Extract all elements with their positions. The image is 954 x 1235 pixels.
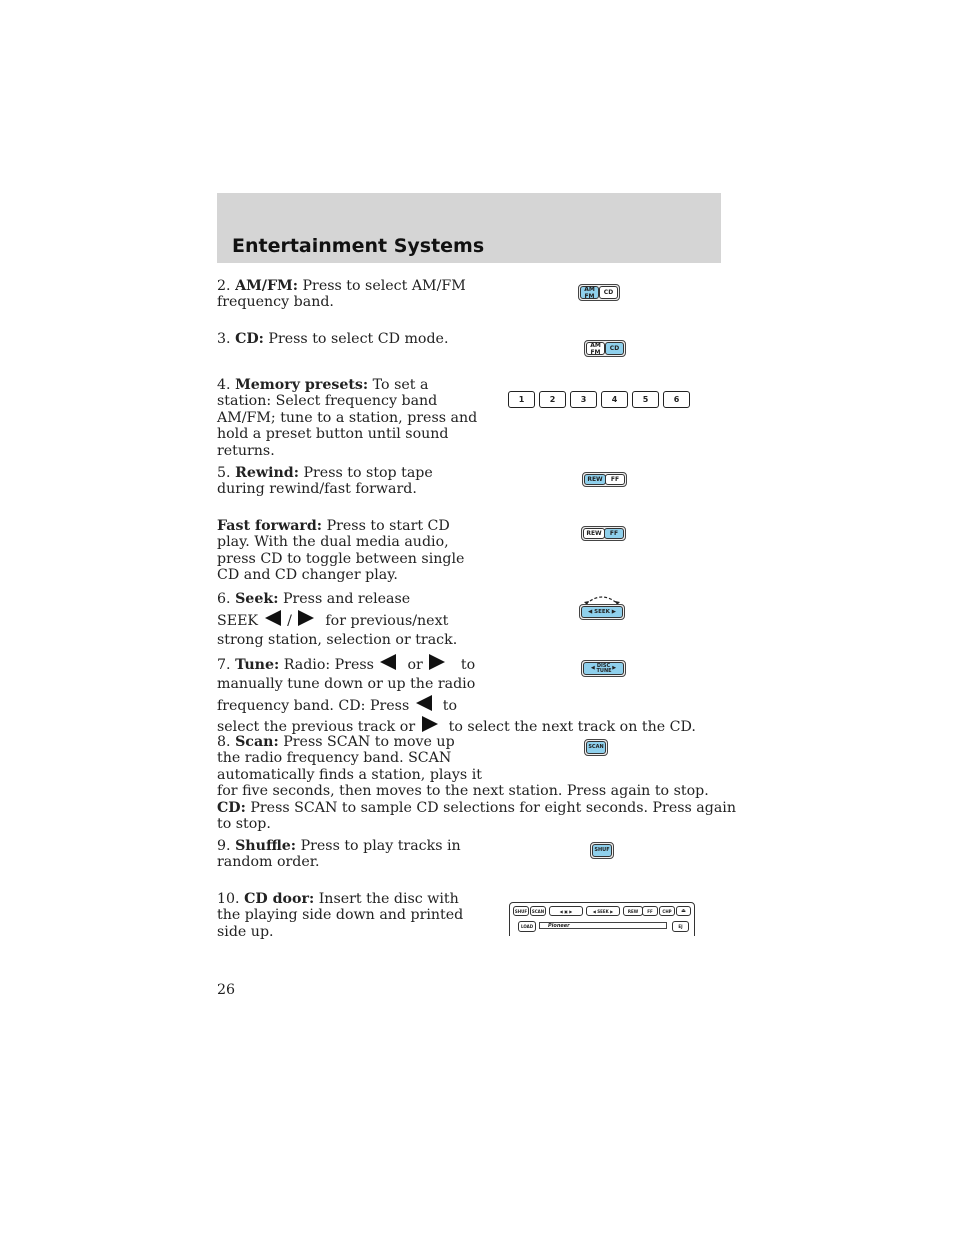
eject-icon: ⏏ (676, 906, 691, 916)
shuf-button-figure (590, 842, 614, 860)
seek-key: ◀ SEEK ▶ (581, 606, 623, 618)
preset-buttons-figure (508, 391, 692, 409)
item-scan-text: 8. Scan: Press SCAN to move up the radio frequency band. SCAN automatically finds a station, plays it for five seconds, then moves to the next station. Press again to stop. CD: Press SCAN to sample CD selections for eight seconds. Press again to stop. (217, 734, 736, 833)
amfm-button-figure (578, 284, 620, 301)
rew-button-figure (582, 472, 628, 488)
ff-key: FF (604, 528, 624, 539)
preset-5-key: 5 (632, 391, 659, 408)
panel-load-key: LOAD (518, 921, 536, 932)
seek-button-figure (578, 593, 626, 623)
scan-key: SCAN (586, 741, 606, 754)
right-arrow-icon (422, 716, 438, 732)
preset-6-key: 6 (663, 391, 690, 408)
ff-button-figure (581, 526, 627, 542)
item-ff-text: Fast forward: Press to start CD play. With the dual media audio, press CD to toggle between single CD and CD changer play. (217, 518, 465, 584)
cd-key: CD (599, 286, 618, 299)
brand-logo: Pioneer (548, 923, 570, 929)
radio-faceplate-figure (509, 902, 695, 936)
preset-1-key: 1 (508, 391, 535, 408)
panel-chp-key: CHP (659, 906, 675, 916)
preset-4-key: 4 (601, 391, 628, 408)
left-arrow-icon (416, 695, 432, 711)
cd-button-figure (584, 340, 626, 357)
right-arrow-icon (298, 610, 314, 626)
cd-slot (539, 922, 667, 929)
item-memory-text: 4. Memory presets: To set a station: Select frequency band AM/FM; tune to a station, press and hold a preset button until sound returns. (217, 377, 478, 459)
panel-ej-key: EJ (672, 921, 689, 932)
item-seek-text: 6. Seek: Press and release SEEK / for previous/next strong station, selection or track. (217, 591, 458, 648)
ff-key: FF (605, 474, 625, 485)
item-rewind-text: 5. Rewind: Press to stop tape during rewind/fast forward. (217, 465, 433, 498)
tune-key: ◀ DISC TUNE ▶ (583, 662, 624, 675)
scan-button-figure (584, 739, 608, 757)
panel-tune-key: ◀ ▣ ▶ (549, 906, 583, 916)
panel-seek-key: ◀ SEEK ▶ (586, 906, 620, 916)
panel-ff-key: FF (642, 906, 658, 916)
item-tune-text: 7. Tune: Radio: Press or to manually tune down or up the radio frequency band. CD: Press to select the previous track or to select the next track on the CD. (217, 654, 696, 737)
item-cd-text: 3. CD: Press to select CD mode. (217, 331, 449, 347)
right-arrow-icon (429, 654, 445, 670)
page-number: 26 (217, 982, 236, 998)
left-arrow-icon (265, 610, 281, 626)
page-title: Entertainment Systems (232, 235, 485, 257)
left-arrow-icon (380, 654, 396, 670)
rew-key: REW (583, 528, 605, 539)
shuf-key: SHUF (592, 844, 612, 857)
item-door-text: 10. CD door: Insert the disc with the playing side down and printed side up. (217, 891, 464, 940)
cd-key: CD (605, 342, 624, 355)
panel-rew-key: REW (623, 906, 643, 916)
section-header (217, 193, 721, 263)
tune-button-figure (581, 660, 627, 678)
item-amfm-text: 2. AM/FM: Press to select AM/FM frequency band. (217, 278, 466, 311)
item-shuffle-text: 9. Shuffle: Press to play tracks in random order. (217, 838, 461, 871)
rew-key: REW (584, 474, 606, 485)
amfm-key: AM FM (586, 342, 605, 355)
preset-2-key: 2 (539, 391, 566, 408)
preset-3-key: 3 (570, 391, 597, 408)
panel-scan-key: SCAN (530, 906, 546, 916)
amfm-key: AM FM (580, 286, 599, 299)
panel-shuf-key: SHUF (513, 906, 529, 916)
